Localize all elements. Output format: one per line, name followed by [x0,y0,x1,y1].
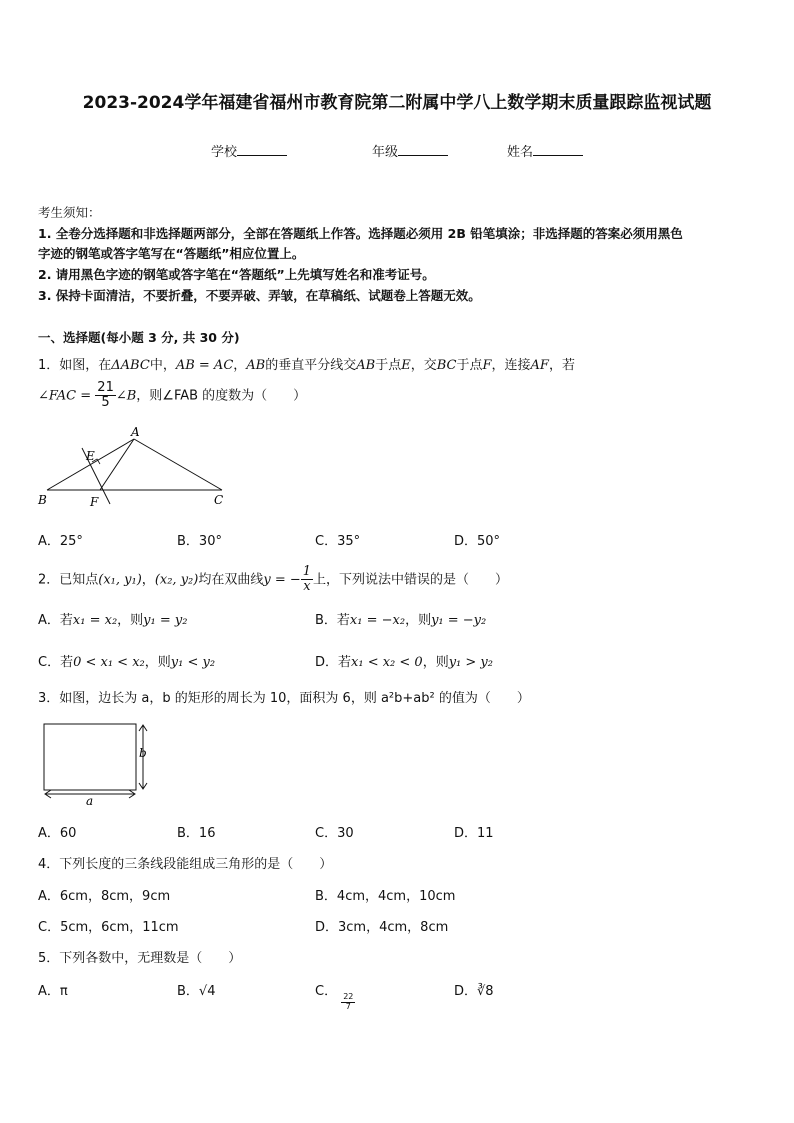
q2-frac-num: 1 [302,564,312,579]
q5-option-math: √4 [198,984,216,999]
q2-text: 均在双曲线 [198,572,264,588]
school-field [211,141,287,160]
school-label: 学校 [211,145,238,160]
q1-math: AB [246,358,266,373]
q1-math: E [401,358,411,373]
q2-math: y = − [263,572,301,588]
q2-option-math: x₁ < x₂ < 0 [351,655,423,670]
label-b: B [38,493,47,507]
q2-math: (x₂, y₂) [154,572,199,588]
q2-option-d[interactable] [315,651,493,670]
q5-option-a[interactable]: A．π [38,984,68,999]
q1-text: 于点 [456,358,483,373]
q2-frac-den: x [303,579,311,595]
q2-option-text: D．若 [315,655,352,670]
q1-math: ∠B [115,388,137,404]
q4-option-d[interactable]: D．3cm，4cm，8cm [315,920,449,935]
q4-option-b[interactable]: B．4cm，4cm，10cm [315,889,456,904]
q1-option-b[interactable]: B．30° [177,534,222,549]
segment-ac [134,439,222,490]
q2-math: (x₁, y₁) [98,572,142,588]
notice-item-1b: 字迹的钢笔或答字笔写在“答题纸”相应位置上。 [38,246,305,261]
q2-option-b[interactable] [315,609,486,628]
q1-fraction [95,381,116,411]
notice-item-1: 1. 全卷分选择题和非选择题两部分，全部在答题纸上作答。选择题必须用 2B 铅笔填涂；非选择题的答案必须用黑色 [38,226,683,241]
q2-option-text: A．若 [38,613,73,628]
q1-math: ΔABC [111,358,150,373]
q2-option-math: y₁ = y₂ [143,613,188,628]
q2-option-math: y₁ > y₂ [448,655,493,670]
name-blank [533,143,583,156]
q1-option-d[interactable]: D．50° [454,534,501,549]
q1-math: AB = AC [175,358,234,373]
q2-stem [38,565,508,595]
label-a: a [86,794,94,808]
q1-text: ，连接 [491,358,531,373]
q3-option-a[interactable]: A．60 [38,826,77,841]
q2-option-math: 0 < x₁ < x₂ [73,655,145,670]
q2-option-math: x₁ = −x₂ [349,613,406,628]
q1-stem-line2 [38,381,306,411]
q4-option-c[interactable]: C．5cm，6cm，11cm [38,920,179,935]
q1-text: 中， [149,358,176,373]
q1-text: ，交 [410,358,437,373]
q1-math: ∠FAC = [38,388,92,404]
q2-option-math: y₁ = −y₂ [431,613,487,628]
q2-text: 上，下列说法中错误的是（ ） [313,572,509,588]
label-f: F [90,495,99,509]
q1-math: F [482,358,492,373]
segment-af [100,439,134,490]
q1-text: 的垂直平分线交 [265,358,357,373]
q4-stem: 4．下列长度的三条线段能组成三角形的是（ ） [38,857,333,872]
grade-field [372,141,448,160]
q1-math: AF [530,358,549,373]
notice-item-2: 2. 请用黑色字迹的钢笔或答字笔在“答题纸”上先填写姓名和准考证号。 [38,267,435,282]
q3-option-d[interactable]: D．11 [454,826,494,841]
q2-option-a[interactable] [38,609,187,628]
section-heading: 一、选择题(每小题 3 分, 共 30 分) [38,330,240,345]
label-c: C [214,493,224,507]
rectangle [44,724,136,790]
q2-option-text: ，则 [422,655,449,670]
q3-option-b[interactable]: B．16 [177,826,216,841]
q1-option-a[interactable]: A．25° [38,534,83,549]
grade-label: 年级 [372,145,399,160]
notice-heading: 考生须知： [38,205,101,220]
q5-option-c[interactable] [315,980,355,1012]
q1-option-c[interactable]: C．35° [315,534,361,549]
label-b: b [139,746,147,760]
q1-text: ，若 [548,358,575,373]
q2-option-text: C．若 [38,655,74,670]
q1-triangle-figure [30,422,240,512]
q5-frac-den: 7 [345,1002,351,1011]
q3-rectangle-figure [36,717,166,809]
q3-option-c[interactable]: C．30 [315,826,354,841]
q5-option-text: C． [315,984,338,999]
q1-text: 于点 [375,358,402,373]
q1-math: BC [436,358,457,373]
q1-frac-den: 5 [101,395,110,411]
name-field [507,141,583,160]
label-a: A [131,425,140,439]
q2-option-text: ，则 [405,613,432,628]
q1-math: AB [356,358,376,373]
q5-option-math: ∛8 [477,984,494,999]
q2-option-text: B．若 [315,613,350,628]
q5-option-d[interactable] [454,980,494,999]
q5-stem: 5．下列各数中，无理数是（ ） [38,951,242,966]
q2-text: ， [141,572,155,588]
q5-option-text: D． [454,984,478,999]
q2-option-math: x₁ = x₂ [72,613,118,628]
q1-text: ， [233,358,247,373]
q2-fraction [301,565,313,595]
q5-option-text: B． [177,984,199,999]
q4-option-a[interactable]: A．6cm，8cm，9cm [38,889,171,904]
name-label: 姓名 [507,145,534,160]
q5-frac-num: 22 [343,992,354,1002]
q2-option-text: ，则 [144,655,171,670]
q5-option-b[interactable] [177,980,215,999]
q2-option-math: y₁ < y₂ [170,655,216,670]
q1-stem-line1 [38,354,575,373]
q3-stem: 3．如图，边长为 a，b 的矩形的周长为 10，面积为 6，则 a²b+ab² 的值为（ ） [38,691,530,706]
school-blank [237,143,287,156]
q2-text: 2．已知点 [38,572,99,588]
q5-fraction [341,993,355,1012]
grade-blank [398,143,448,156]
page-title: 2023-2024学年福建省福州市教育院第二附属中学八上数学期末质量跟踪监视试题 [82,93,712,113]
q1-frac-num: 21 [97,380,114,395]
q2-option-text: ，则 [117,613,144,628]
q1-text: 1．如图，在 [38,358,112,373]
q1-text: ，则∠FAB 的度数为（ ） [136,388,307,404]
q2-option-c[interactable] [38,651,215,670]
notice-item-3: 3. 保持卡面清洁，不要折叠，不要弄破、弄皱，在草稿纸、试题卷上答题无效。 [38,288,481,303]
label-e: E [86,449,95,463]
